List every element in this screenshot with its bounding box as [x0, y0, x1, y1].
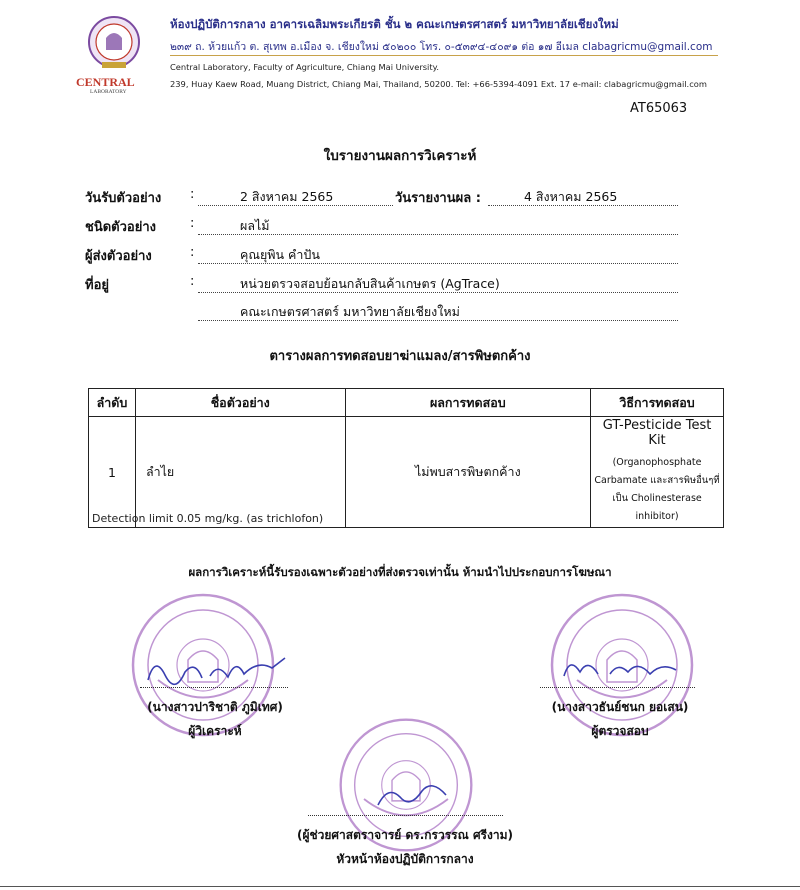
address-value-line2: คณะเกษตรศาสตร์ มหาวิทยาลัยเชียงใหม่	[240, 304, 460, 319]
inspector-role: ผู้ตรวจสอบ	[591, 724, 649, 738]
method-detail-3: เป็น Cholinesterase inhibitor)	[612, 493, 702, 522]
address-label: ที่อยู่	[85, 278, 109, 293]
method-detail-1: (Organophosphate	[612, 457, 702, 468]
lab-logo	[72, 10, 154, 94]
analyst-role: ผู้วิเคราะห์	[188, 724, 242, 738]
head-role: หัวหน้าห้องปฏิบัติการกลาง	[336, 852, 474, 866]
column-header-no: ลำดับ	[89, 389, 136, 417]
colon: :	[190, 274, 195, 289]
address-value-line1: หน่วยตรวจสอบย้อนกลับสินค้าเกษตร (AgTrace)	[240, 276, 500, 291]
column-header-sample-name: ชื่อตัวอย่าง	[135, 389, 345, 417]
detection-limit-note: Detection limit 0.05 mg/kg. (as trichlofon)	[92, 512, 324, 525]
test-method	[591, 417, 724, 528]
colon: :	[190, 245, 195, 260]
column-header-method: วิธีการทดสอบ	[591, 389, 724, 417]
method-kit-name: GT-Pesticide Test Kit	[602, 418, 712, 448]
svg-text:LABORATORY: LABORATORY	[90, 89, 127, 94]
header-divider	[170, 55, 718, 56]
report-title: ใบรายงานผลการวิเคราะห์	[323, 148, 477, 164]
method-detail-2: Carbamate และสารพิษอื่นๆที่	[594, 475, 720, 486]
sender-label: ผู้ส่งตัวอย่าง	[85, 249, 152, 264]
received-date-label: วันรับตัวอย่าง	[85, 191, 162, 206]
sample-type-value: ผลไม้	[240, 218, 270, 233]
sample-name: ลำไย	[135, 417, 345, 528]
org-address-thai: ๒๓๙ ถ. ห้วยแก้ว ต. สุเทพ อ.เมือง จ. เชียงใหม่ ๕๐๒๐๐ โทร. ๐-๕๓๙๔-๔๐๙๑ ต่อ ๑๗ อีเมล clabagricmu@gmail.com	[170, 41, 713, 53]
analyst-name: (นางสาวปาริชาติ ภูมิเทศ)	[147, 700, 283, 714]
sender-value: คุณยุพิน คำปัน	[240, 247, 320, 262]
svg-text:CENTRAL: CENTRAL	[76, 75, 135, 89]
test-result: ไม่พบสารพิษตกค้าง	[345, 417, 591, 528]
table-header-row	[89, 389, 724, 417]
colon: :	[190, 187, 195, 202]
inspector-name: (นางสาวธันย์ชนก ยอเสน)	[551, 700, 689, 714]
results-table	[88, 388, 724, 528]
signature-line	[540, 687, 695, 688]
column-header-result: ผลการทดสอบ	[345, 389, 591, 417]
report-date-value: 4 สิงหาคม 2565	[524, 189, 618, 204]
table-title: ตารางผลการทดสอบยาฆ่าแมลง/สารพิษตกค้าง	[269, 349, 531, 364]
signature-line	[308, 815, 503, 816]
signature-line	[140, 687, 288, 688]
row-number: 1	[89, 417, 136, 528]
head-signature	[370, 775, 460, 819]
report-code: AT65063	[630, 101, 688, 116]
table-row	[89, 417, 724, 528]
sample-type-label: ชนิดตัวอย่าง	[85, 220, 156, 235]
colon: :	[190, 216, 195, 231]
dotted-line	[198, 220, 678, 235]
report-date-label: วันรายงานผล :	[395, 191, 481, 206]
org-name-english: Central Laboratory, Faculty of Agriculture, Chiang Mai University.	[170, 62, 439, 72]
org-address-english: 239, Huay Kaew Road, Muang District, Chiang Mai, Thailand, 50200. Tel: +66-5394-4091 Ext. 17 e-mail: clabagricmu@gmail.com	[170, 79, 707, 89]
org-name-thai: ห้องปฏิบัติการกลาง อาคารเฉลิมพระเกียรติ ชั้น ๒ คณะเกษตรศาสตร์ มหาวิทยาลัยเชียงใหม่	[170, 17, 619, 31]
head-name: (ผู้ช่วยศาสตราจารย์ ดร.กรวรรณ ศรีงาม)	[296, 828, 513, 842]
page-bottom-border	[0, 886, 800, 887]
inspector-signature	[558, 648, 688, 692]
disclaimer: ผลการวิเคราะห์นี้รับรองเฉพาะตัวอย่างที่ส่งตรวจเท่านั้น ห้ามนำไปประกอบการโฆษณา	[188, 565, 612, 579]
received-date-value: 2 สิงหาคม 2565	[240, 189, 334, 204]
